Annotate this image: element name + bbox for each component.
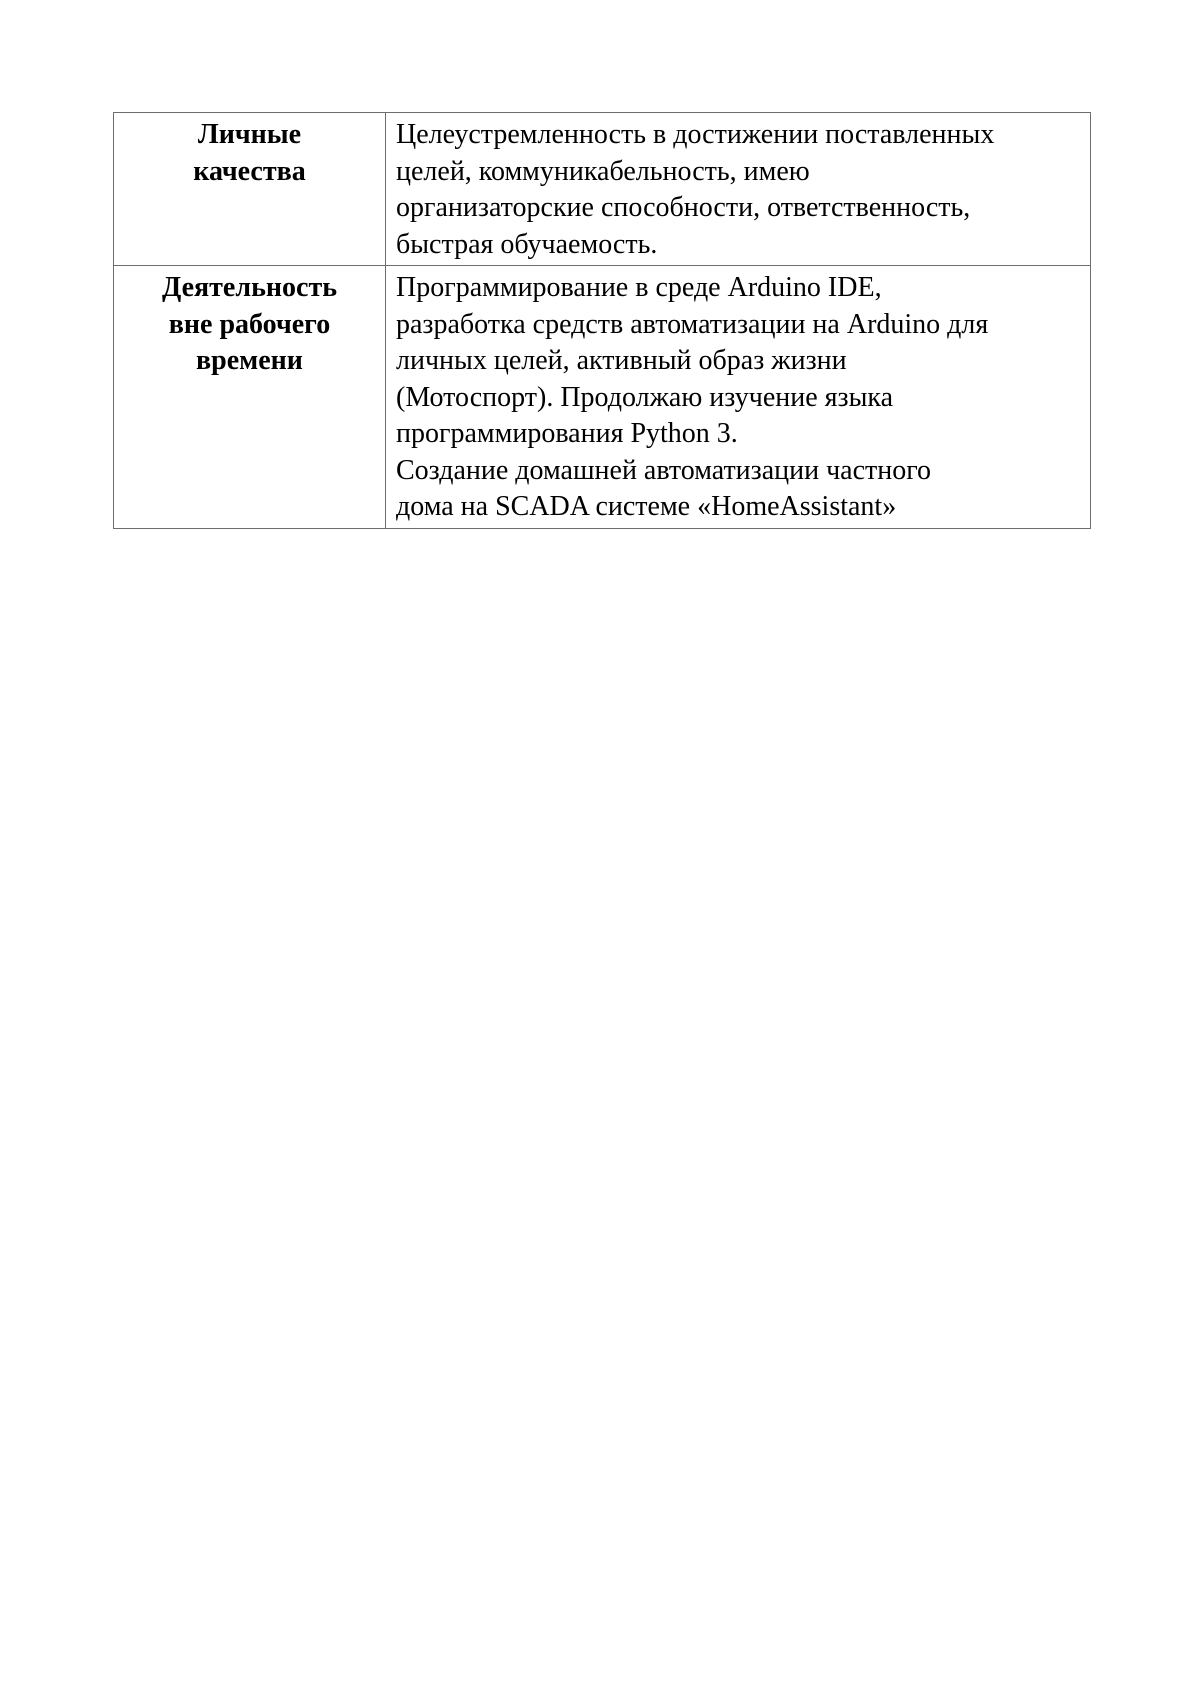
value-line: Целеустремленность в достижении поставленных xyxy=(396,119,995,150)
table-row-off-work-activity xyxy=(114,266,1091,529)
value-line: быстрая обучаемость. xyxy=(396,228,658,260)
value-line: дома на SCADA системе «HomeAssistant» xyxy=(396,491,897,522)
row-label-personal-qualities xyxy=(114,113,386,266)
value-line: личных целей, активный образ жизни xyxy=(396,345,847,376)
resume-table xyxy=(113,112,1091,529)
value-line: программирования Python 3. xyxy=(396,418,738,449)
table-row-personal-qualities xyxy=(114,113,1091,266)
label-line: времени xyxy=(196,345,303,376)
value-line: Создание домашней автоматизации частного xyxy=(396,454,932,486)
row-value-off-work-activity xyxy=(386,266,1091,529)
value-line: организаторские способности, ответственность, xyxy=(396,192,971,223)
value-line: (Мотоспорт). Продолжаю изучение языка xyxy=(396,381,893,413)
row-label-off-work-activity xyxy=(114,266,386,529)
label-line: качества xyxy=(193,155,306,187)
value-line: разработка средств автоматизации на Arduino для xyxy=(396,308,989,340)
label-line: Деятельность xyxy=(162,272,337,303)
label-line: Личные xyxy=(197,119,302,150)
row-value-personal-qualities xyxy=(386,113,1091,266)
value-line: целей, коммуникабельность, имею xyxy=(396,155,810,187)
label-line: вне рабочего xyxy=(168,308,331,340)
value-line: Программирование в среде Arduino IDE, xyxy=(396,272,882,303)
